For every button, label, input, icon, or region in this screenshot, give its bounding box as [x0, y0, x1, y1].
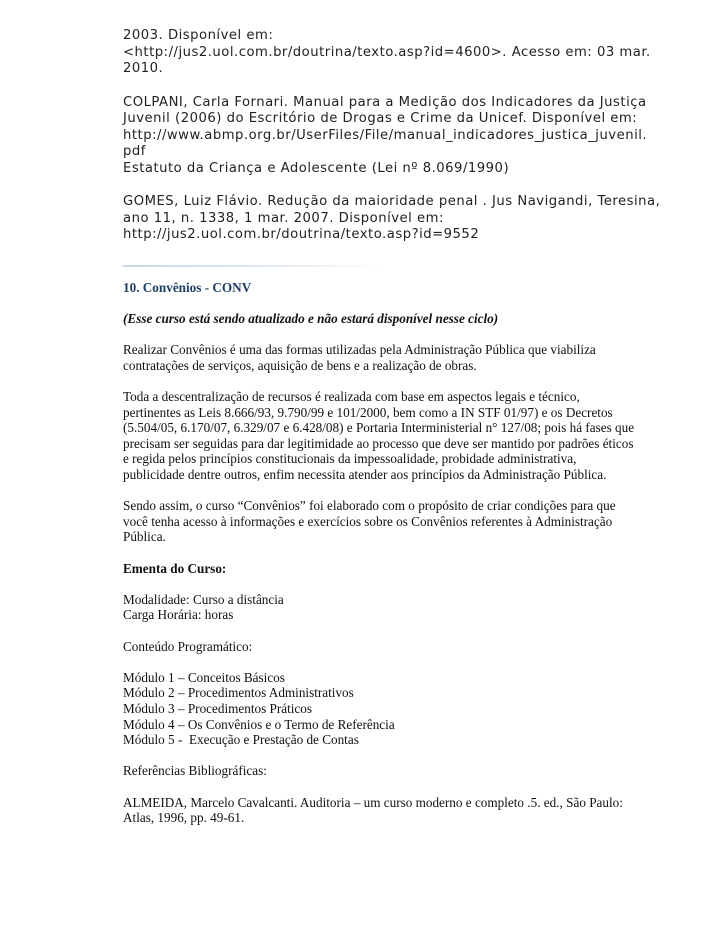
paragraph: Toda a descentralização de recursos é realizada com base em aspectos legais e técnico, pertinentes as Leis 8.666/93, 9.790/99 e 101/2000, bem como a IN STF 01/97) e os Decretos (5.504/05, 6.170/07, 6.329/07 e 6.428/08) e Portaria Interministerial n° 127/08; pois há fases que precisam ser seguidas para dar legitimidade ao processo que deve ser mantido por padrões éticos e regida pelos princípios constitucionais da impessoalidade, probidade administrativa, publicidade dentre outros, enfim necessita atender aos princípios da Administração Pública.: [123, 389, 635, 483]
reference-entry: COLPANI, Carla Fornari. Manual para a Medição dos Indicadores da Justiça Juvenil (2006) do Escritório de Drogas e Crime da Unicef. Disponível em: http://www.abmp.org.br/UserFiles/File/manual_indicadores_justica_juvenil. pdf Estatuto da Criança e Adolescente (Lei nº 8.069/1990): [123, 94, 648, 176]
ementa-heading: Ementa do Curso:: [123, 560, 227, 576]
conteudo-heading: Conteúdo Programático:: [123, 638, 253, 654]
referencias-heading: Referências Bibliográficas:: [123, 763, 267, 779]
references-top: [123, 28, 661, 244]
modalidade: Modalidade: Curso a distância: [123, 591, 284, 607]
reference-entry: 2003. Disponível em: <http://jus2.uol.com.br/doutrina/texto.asp?id=4600>. Acesso em: 03 mar. 2010.: [123, 28, 651, 76]
module-item: Módulo 1 – Conceitos Básicos: [123, 669, 285, 685]
section-convenios: [123, 280, 658, 826]
module-item: Módulo 4 – Os Convênios e o Termo de Referência: [123, 716, 395, 732]
carga-horaria: Carga Horária: horas: [123, 607, 234, 623]
section-notice: (Esse curso está sendo atualizado e não estará disponível nesse ciclo): [123, 311, 499, 327]
course-info: [123, 592, 658, 623]
module-item: Módulo 3 – Procedimentos Práticos: [123, 700, 313, 716]
section-title: 10. Convênios - CONV: [123, 279, 252, 295]
reference-entry: GOMES, Luiz Flávio. Redução da maioridade penal . Jus Navigandi, Teresina, ano 11, n. 1338, 1 mar. 2007. Disponível em: http://jus2.uol.com.br/doutrina/texto.asp?id=9552: [123, 194, 661, 242]
module-list: [123, 670, 658, 748]
paragraph: Realizar Convênios é uma das formas utilizadas pela Administração Pública que viabiliza contratações de serviços, aquisição de bens e a realização de obras.: [123, 342, 596, 373]
reference-entry: ALMEIDA, Marcelo Cavalcanti. Auditoria – um curso moderno e completo .5. ed., São Paulo: Atlas, 1996, pp. 49-61.: [123, 794, 623, 826]
module-item: Módulo 5 - Execução e Prestação de Contas: [123, 732, 359, 748]
document-page: [123, 28, 661, 841]
section-divider: [123, 265, 388, 267]
module-item: Módulo 2 – Procedimentos Administrativos: [123, 685, 354, 701]
paragraph: Sendo assim, o curso “Convênios” foi elaborado com o propósito de criar condições para que você tenha acesso à informações e exercícios sobre os Convênios referentes à Administração Pública.: [123, 498, 616, 545]
